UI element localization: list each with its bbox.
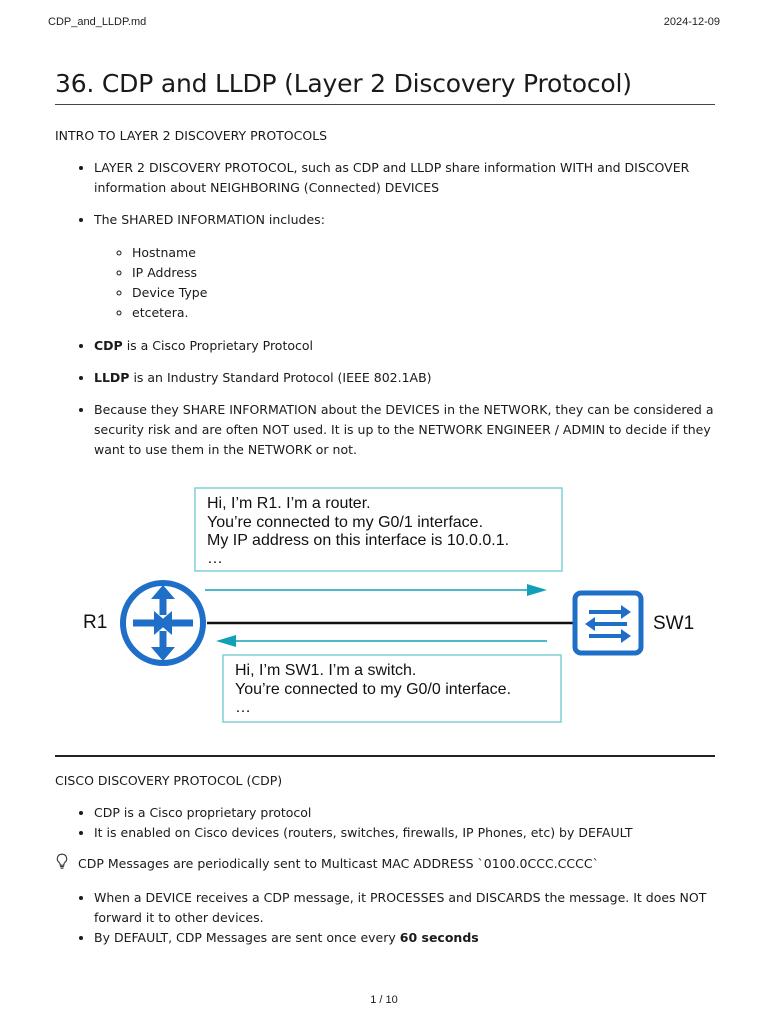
r1-label: R1	[83, 612, 108, 633]
list-item: • LAYER 2 DISCOVERY PROTOCOL, such as CDP and LLDP share information WITH and DISCOVER information about NEIGHBORING (Connected) DEVICES	[94, 158, 715, 198]
shared-info-list	[94, 243, 715, 323]
discovery-diagram	[55, 478, 715, 728]
shared-info-label: The SHARED INFORMATION includes:	[94, 212, 325, 227]
list-item: ◦ etcetera.	[132, 303, 715, 323]
list-item: ◦ IP Address	[132, 263, 715, 283]
tip-callout	[55, 853, 715, 875]
list-item: ◦ Hostname	[132, 243, 715, 263]
list-item: ◦ Device Type	[132, 283, 715, 303]
intro-list	[55, 158, 715, 460]
lldp-desc: is an Industry Standard Protocol (IEEE 802.1AB)	[129, 370, 432, 385]
sw1-message-line: Hi, I’m SW1. I’m a switch.	[235, 662, 417, 679]
page-title: 36. CDP and LLDP (Layer 2 Discovery Protocol)	[55, 64, 715, 105]
arrow-head-right	[527, 584, 547, 596]
switch-icon	[575, 593, 641, 653]
sw1-message-line: …	[235, 699, 251, 716]
r1-message-line: …	[207, 550, 223, 567]
list-item: • CDP is a Cisco proprietary protocol	[94, 803, 715, 823]
r1-message-line: My IP address on this interface is 10.0.0.1.	[207, 532, 510, 549]
list-item	[94, 368, 715, 388]
list-item: • When a DEVICE receives a CDP message, it PROCESSES and DISCARDS the message. It does NOT forward it to other devices.	[94, 888, 715, 928]
arrow-head-left	[216, 635, 236, 647]
tip-text: CDP Messages are periodically sent to Multicast MAC ADDRESS `0100.0CCC.CCCC`	[78, 856, 599, 871]
file-name: CDP_and_LLDP.md	[48, 16, 147, 28]
page-content	[55, 64, 715, 460]
list-item	[94, 210, 715, 323]
router-icon	[123, 583, 203, 663]
cdp-behavior-list	[55, 888, 715, 948]
section-divider	[55, 755, 715, 757]
sw1-message-line: You’re connected to my G0/0 interface.	[235, 681, 512, 698]
list-item: • It is enabled on Cisco devices (routers, switches, firewalls, IP Phones, etc) by DEFAULT	[94, 823, 715, 843]
cdp-heading: CISCO DISCOVERY PROTOCOL (CDP)	[55, 773, 283, 788]
r1-message-line: Hi, I’m R1. I’m a router.	[207, 495, 371, 512]
lldp-term: LLDP	[94, 370, 130, 385]
list-item	[94, 928, 715, 948]
default-interval-text: By DEFAULT, CDP Messages are sent once every	[94, 930, 400, 945]
cdp-section	[55, 772, 715, 948]
page-number: 1 / 10	[370, 994, 398, 1006]
sw1-label: SW1	[653, 613, 695, 634]
lightbulb-icon	[55, 853, 73, 875]
cdp-term: CDP	[94, 338, 123, 353]
list-item	[94, 336, 715, 356]
list-item: • Because they SHARE INFORMATION about the DEVICES in the NETWORK, they can be considered a security risk and are often NOT used. It is up to the NETWORK ENGINEER / ADMIN to decide if they want to use them in the NETWORK or not.	[94, 400, 715, 460]
cdp-list	[55, 803, 715, 843]
print-date: 2024-12-09	[663, 16, 720, 28]
r1-message-line: You’re connected to my G0/1 interface.	[207, 514, 484, 531]
intro-heading: INTRO TO LAYER 2 DISCOVERY PROTOCOLS	[55, 128, 328, 143]
default-interval-value: 60 seconds	[399, 930, 479, 945]
cdp-desc: is a Cisco Proprietary Protocol	[122, 338, 314, 353]
